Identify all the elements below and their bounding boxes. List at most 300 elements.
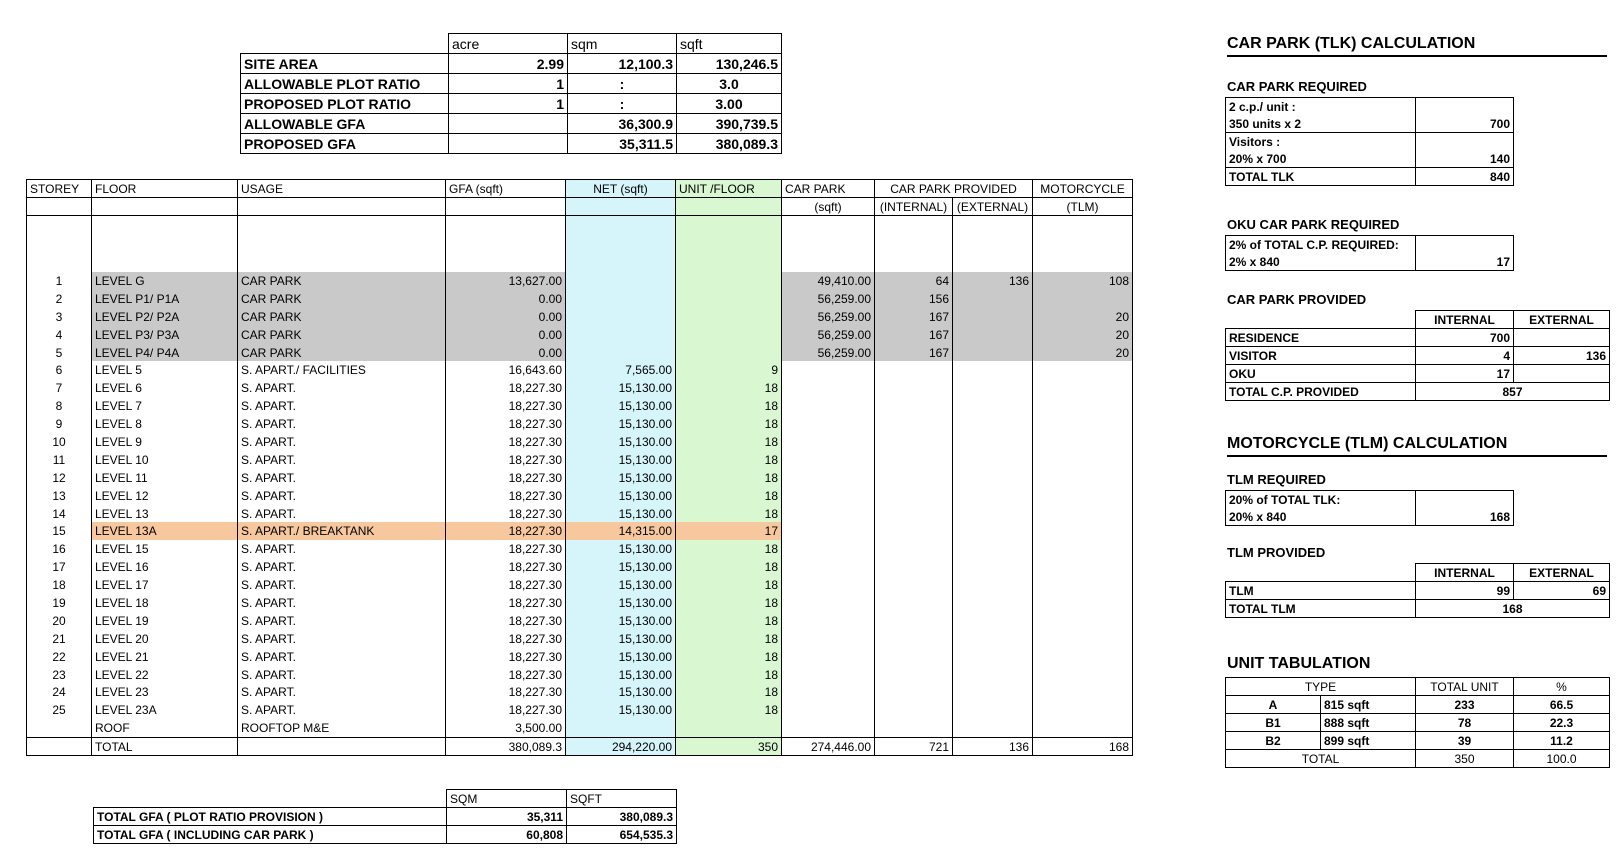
floor-cell: LEVEL 5 [92, 361, 238, 379]
unit-cell: 18 [676, 397, 782, 415]
schedule-row [27, 505, 1133, 523]
carpark-cell [782, 451, 875, 469]
usage-cell: CAR PARK [238, 344, 446, 362]
internal-cell [875, 612, 953, 630]
tlm-cell [1033, 451, 1133, 469]
internal-cell: 167 [875, 344, 953, 362]
floor-schedule-table [26, 179, 1133, 756]
schedule-row [27, 290, 1133, 308]
site-row-sqm: : [568, 74, 677, 94]
unit-cell: 18 [676, 487, 782, 505]
total-net: 294,220.00 [566, 738, 676, 756]
unit-size: 815 sqft [1321, 696, 1416, 714]
net-cell: 15,130.00 [566, 701, 676, 719]
oku-required-value [1416, 236, 1514, 254]
storey-cell: 24 [27, 683, 92, 701]
site-row-sqm: 12,100.3 [568, 54, 677, 74]
tlm-cell [1033, 361, 1133, 379]
tlm-provided-header [1226, 564, 1610, 582]
tlm-total-label: TOTAL TLM [1226, 600, 1416, 618]
unit-percent: 66.5 [1514, 696, 1610, 714]
cp-required-label: Visitors : [1226, 133, 1416, 151]
net-cell [566, 272, 676, 290]
storey-cell: 23 [27, 666, 92, 684]
gfa-total-sqm: 35,311 [447, 808, 567, 826]
internal-cell [875, 666, 953, 684]
carpark-cell [782, 540, 875, 558]
internal-cell [875, 505, 953, 523]
floor-cell: LEVEL 12 [92, 487, 238, 505]
carpark-cell: 56,259.00 [782, 308, 875, 326]
unit-tab-row [1226, 696, 1610, 714]
gfa-total-sqm: 60,808 [447, 826, 567, 844]
header-sqft: sqft [677, 34, 782, 54]
unit-cell [676, 344, 782, 362]
external-cell [953, 648, 1033, 666]
gfa-total-row [94, 808, 677, 826]
cp-required-row [1226, 150, 1514, 168]
storey-cell: 18 [27, 576, 92, 594]
net-cell: 15,130.00 [566, 630, 676, 648]
header-usage: USAGE [238, 180, 446, 198]
header-external: (EXTERNAL) [953, 198, 1033, 216]
internal-cell [875, 558, 953, 576]
gfa-cell: 18,227.30 [446, 594, 566, 612]
site-row [241, 114, 782, 134]
cp-required-value [1416, 98, 1514, 116]
schedule-row [27, 326, 1133, 344]
carpark-provided-header [1226, 311, 1610, 329]
internal-cell [875, 415, 953, 433]
usage-cell: S. APART. [238, 701, 446, 719]
gfa-cell: 18,227.30 [446, 505, 566, 523]
floor-cell: LEVEL G [92, 272, 238, 290]
header-total-unit: TOTAL UNIT [1416, 678, 1514, 696]
tlm-provided-table [1225, 563, 1610, 618]
schedule-row [27, 594, 1133, 612]
gfa-cell: 18,227.30 [446, 451, 566, 469]
tlm-provided-title: TLM PROVIDED [1227, 545, 1326, 560]
storey-cell: 7 [27, 379, 92, 397]
site-row-sqft: 390,739.5 [677, 114, 782, 134]
header-unit: UNIT /FLOOR [676, 180, 782, 198]
oku-required-row [1226, 236, 1514, 254]
header-sqm: sqm [568, 34, 677, 54]
external-cell [953, 558, 1033, 576]
gfa-total-label: TOTAL GFA ( INCLUDING CAR PARK ) [94, 826, 447, 844]
cp-provided-external [1514, 329, 1610, 347]
tlm-cell [1033, 701, 1133, 719]
header-percent: % [1514, 678, 1610, 696]
floor-cell: LEVEL P2/ P2A [92, 308, 238, 326]
cp-required-value: 140 [1416, 150, 1514, 168]
cp-provided-row [1226, 347, 1610, 365]
gfa-cell: 0.00 [446, 290, 566, 308]
tlm-cell: 20 [1033, 308, 1133, 326]
floor-cell: LEVEL 7 [92, 397, 238, 415]
tlm-required-table [1225, 490, 1514, 526]
external-cell [953, 540, 1033, 558]
usage-cell: S. APART. [238, 648, 446, 666]
storey-cell: 17 [27, 558, 92, 576]
cp-provided-internal: 700 [1416, 329, 1514, 347]
tlm-cell [1033, 594, 1133, 612]
gfa-cell: 18,227.30 [446, 487, 566, 505]
storey-cell: 3 [27, 308, 92, 326]
carpark-cell [782, 558, 875, 576]
oku-required-value: 17 [1416, 253, 1514, 271]
schedule-row [27, 415, 1133, 433]
external-cell [953, 308, 1033, 326]
cp-provided-row [1226, 365, 1610, 383]
schedule-subheader-row [27, 198, 1133, 216]
external-cell [953, 379, 1033, 397]
tlm-cell [1033, 719, 1133, 737]
site-row-sqm: 35,311.5 [568, 134, 677, 154]
tlm-cell [1033, 612, 1133, 630]
tlm-cell [1033, 487, 1133, 505]
usage-cell: S. APART. [238, 433, 446, 451]
unit-tab-row [1226, 714, 1610, 732]
cp-required-value: 840 [1416, 168, 1514, 186]
schedule-row [27, 666, 1133, 684]
tlm-provided-row [1226, 582, 1610, 600]
header-gfa-sqft: SQFT [567, 790, 677, 808]
external-cell [953, 701, 1033, 719]
gfa-totals-table [93, 789, 677, 844]
gfa-cell: 18,227.30 [446, 648, 566, 666]
cp-required-label: 20% x 700 [1226, 150, 1416, 168]
carpark-cell [782, 576, 875, 594]
header-gfa: GFA (sqft) [446, 180, 566, 198]
schedule-row [27, 719, 1133, 737]
gfa-cell: 18,227.30 [446, 558, 566, 576]
net-cell: 15,130.00 [566, 540, 676, 558]
internal-cell [875, 648, 953, 666]
site-row-label: SITE AREA [241, 54, 449, 74]
external-cell [953, 433, 1033, 451]
gfa-cell: 0.00 [446, 326, 566, 344]
total-label: TOTAL [92, 738, 238, 756]
external-cell [953, 451, 1033, 469]
storey-cell: 12 [27, 469, 92, 487]
carpark-cell [782, 361, 875, 379]
gfa-cell: 18,227.30 [446, 415, 566, 433]
usage-cell: S. APART. [238, 451, 446, 469]
site-row-sqft: 130,246.5 [677, 54, 782, 74]
total-unit: 350 [676, 738, 782, 756]
net-cell [566, 719, 676, 737]
unit-tabulation-table [1225, 677, 1610, 768]
carpark-cell: 56,259.00 [782, 344, 875, 362]
storey-cell: 21 [27, 630, 92, 648]
oku-required-label: 2% x 840 [1226, 253, 1416, 271]
storey-cell: 10 [27, 433, 92, 451]
usage-cell: S. APART. [238, 576, 446, 594]
cp-required-value: 700 [1416, 115, 1514, 133]
tlm-cell [1033, 433, 1133, 451]
net-cell: 14,315.00 [566, 522, 676, 540]
tlm-cell [1033, 683, 1133, 701]
unit-cell [676, 308, 782, 326]
tlm-required-title: TLM REQUIRED [1227, 472, 1326, 487]
usage-cell: S. APART. [238, 415, 446, 433]
schedule-row [27, 361, 1133, 379]
cp-total-label: TOTAL C.P. PROVIDED [1226, 383, 1416, 401]
storey-cell: 8 [27, 397, 92, 415]
schedule-row [27, 487, 1133, 505]
gfa-cell: 18,227.30 [446, 540, 566, 558]
floor-cell: LEVEL 20 [92, 630, 238, 648]
external-cell [953, 612, 1033, 630]
schedule-header-row [27, 180, 1133, 198]
internal-cell [875, 469, 953, 487]
header-cp-external: EXTERNAL [1514, 311, 1610, 329]
schedule-total-row [27, 738, 1133, 756]
net-cell [566, 344, 676, 362]
cp-provided-internal: 17 [1416, 365, 1514, 383]
unit-total-count: 350 [1416, 750, 1514, 768]
schedule-row [27, 612, 1133, 630]
floor-cell: LEVEL P4/ P4A [92, 344, 238, 362]
unit-tab-total [1226, 750, 1610, 768]
tlm-required-label: 20% of TOTAL TLK: [1226, 491, 1416, 509]
cp-required-value [1416, 133, 1514, 151]
gfa-cell: 18,227.30 [446, 397, 566, 415]
gfa-total-sqft: 654,535.3 [567, 826, 677, 844]
unit-cell: 18 [676, 469, 782, 487]
tlm-cell [1033, 290, 1133, 308]
usage-cell: CAR PARK [238, 308, 446, 326]
unit-cell [676, 719, 782, 737]
tlm-cell [1033, 469, 1133, 487]
unit-count: 233 [1416, 696, 1514, 714]
schedule-row [27, 648, 1133, 666]
gfa-cell: 18,227.30 [446, 379, 566, 397]
oku-required-label: 2% of TOTAL C.P. REQUIRED: [1226, 236, 1416, 254]
tlm-cell: 20 [1033, 326, 1133, 344]
header-motorcycle: MOTORCYCLE [1033, 180, 1133, 198]
net-cell: 15,130.00 [566, 469, 676, 487]
tlm-total-value: 168 [1416, 600, 1610, 618]
gfa-cell: 18,227.30 [446, 522, 566, 540]
storey-cell: 15 [27, 522, 92, 540]
gfa-cell: 18,227.30 [446, 576, 566, 594]
external-cell [953, 397, 1033, 415]
external-cell [953, 505, 1033, 523]
tlm-required-value: 168 [1416, 508, 1514, 526]
unit-cell: 18 [676, 612, 782, 630]
unit-cell: 18 [676, 648, 782, 666]
tlm-required-value [1416, 491, 1514, 509]
unit-cell: 18 [676, 576, 782, 594]
cp-required-label: TOTAL TLK [1226, 168, 1416, 186]
header-gfa-sqm: SQM [447, 790, 567, 808]
tlm-cell [1033, 540, 1133, 558]
header-floor: FLOOR [92, 180, 238, 198]
site-row-acre: 2.99 [449, 54, 568, 74]
carpark-cell: 49,410.00 [782, 272, 875, 290]
usage-cell: S. APART. [238, 666, 446, 684]
tlm-provided-total [1226, 600, 1610, 618]
internal-cell [875, 397, 953, 415]
schedule-row [27, 522, 1133, 540]
external-cell [953, 469, 1033, 487]
tlm-cell: 20 [1033, 344, 1133, 362]
net-cell: 15,130.00 [566, 612, 676, 630]
schedule-row [27, 558, 1133, 576]
schedule-row [27, 397, 1133, 415]
floor-cell: LEVEL 8 [92, 415, 238, 433]
site-row [241, 134, 782, 154]
site-row-sqm: 36,300.9 [568, 114, 677, 134]
tlm-cell [1033, 379, 1133, 397]
usage-cell: S. APART. [238, 630, 446, 648]
site-summary-table [240, 33, 782, 154]
storey-cell: 11 [27, 451, 92, 469]
internal-cell [875, 451, 953, 469]
unit-tab-row [1226, 732, 1610, 750]
header-tlm-internal: INTERNAL [1416, 564, 1514, 582]
net-cell: 15,130.00 [566, 397, 676, 415]
unit-count: 39 [1416, 732, 1514, 750]
floor-cell: LEVEL P1/ P1A [92, 290, 238, 308]
internal-cell [875, 487, 953, 505]
site-row-acre [449, 134, 568, 154]
total-tlm: 168 [1033, 738, 1133, 756]
net-cell: 15,130.00 [566, 594, 676, 612]
net-cell [566, 308, 676, 326]
storey-cell: 6 [27, 361, 92, 379]
usage-cell: S. APART. [238, 505, 446, 523]
net-cell: 15,130.00 [566, 683, 676, 701]
carpark-cell [782, 612, 875, 630]
gfa-cell: 16,643.60 [446, 361, 566, 379]
floor-cell: LEVEL 21 [92, 648, 238, 666]
unit-tab-header [1226, 678, 1610, 696]
cp-required-label: 2 c.p./ unit : [1226, 98, 1416, 116]
carpark-provided-table [1225, 310, 1610, 401]
carpark-cell [782, 701, 875, 719]
schedule-row [27, 683, 1133, 701]
net-cell: 15,130.00 [566, 415, 676, 433]
gfa-cell: 18,227.30 [446, 630, 566, 648]
floor-cell: LEVEL 22 [92, 666, 238, 684]
tlm-cell [1033, 648, 1133, 666]
gfa-cell: 13,627.00 [446, 272, 566, 290]
floor-cell: LEVEL 16 [92, 558, 238, 576]
usage-cell: S. APART. [238, 487, 446, 505]
unit-cell [676, 272, 782, 290]
unit-cell: 18 [676, 379, 782, 397]
external-cell: 136 [953, 272, 1033, 290]
header-type: TYPE [1226, 678, 1416, 696]
unit-percent: 11.2 [1514, 732, 1610, 750]
carpark-cell: 56,259.00 [782, 326, 875, 344]
net-cell: 15,130.00 [566, 487, 676, 505]
unit-cell: 18 [676, 683, 782, 701]
gfa-cell: 3,500.00 [446, 719, 566, 737]
unit-cell [676, 326, 782, 344]
unit-size: 899 sqft [1321, 732, 1416, 750]
carpark-required-table [1225, 97, 1514, 186]
gfa-cell: 18,227.30 [446, 612, 566, 630]
internal-cell [875, 379, 953, 397]
storey-cell: 4 [27, 326, 92, 344]
external-cell [953, 666, 1033, 684]
cp-provided-label: OKU [1226, 365, 1416, 383]
carpark-cell: 56,259.00 [782, 290, 875, 308]
storey-cell: 14 [27, 505, 92, 523]
site-row-sqft: 3.0 [677, 74, 782, 94]
usage-cell: S. APART. [238, 683, 446, 701]
carpark-cell [782, 487, 875, 505]
cp-required-row [1226, 98, 1514, 116]
unit-cell: 18 [676, 433, 782, 451]
usage-cell: S. APART. [238, 469, 446, 487]
floor-cell: LEVEL 18 [92, 594, 238, 612]
schedule-row [27, 469, 1133, 487]
oku-required-table [1225, 235, 1514, 271]
tlm-cell: 108 [1033, 272, 1133, 290]
net-cell: 15,130.00 [566, 576, 676, 594]
storey-cell: 9 [27, 415, 92, 433]
header-tlm: (TLM) [1033, 198, 1133, 216]
carpark-cell [782, 415, 875, 433]
header-carpark: CAR PARK [782, 180, 875, 198]
cp-required-label: 350 units x 2 [1226, 115, 1416, 133]
usage-cell: S. APART. [238, 594, 446, 612]
internal-cell [875, 576, 953, 594]
unit-total-percent: 100.0 [1514, 750, 1610, 768]
net-cell: 7,565.00 [566, 361, 676, 379]
carpark-cell [782, 666, 875, 684]
schedule-row [27, 451, 1133, 469]
internal-cell [875, 594, 953, 612]
site-row-sqm: : [568, 94, 677, 114]
usage-cell: S. APART. [238, 558, 446, 576]
moto-calc-title: MOTORCYCLE (TLM) CALCULATION [1227, 435, 1607, 457]
unit-cell [676, 290, 782, 308]
usage-cell: CAR PARK [238, 326, 446, 344]
internal-cell: 167 [875, 308, 953, 326]
schedule-row [27, 433, 1133, 451]
gfa-total-sqft: 380,089.3 [567, 808, 677, 826]
gfa-cell: 18,227.30 [446, 469, 566, 487]
net-cell: 15,130.00 [566, 433, 676, 451]
usage-cell: S. APART. [238, 612, 446, 630]
unit-cell: 18 [676, 558, 782, 576]
floor-cell: ROOF [92, 719, 238, 737]
storey-cell: 2 [27, 290, 92, 308]
tlm-cell [1033, 666, 1133, 684]
internal-cell [875, 361, 953, 379]
carpark-provided-title: CAR PARK PROVIDED [1227, 292, 1367, 307]
carpark-cell [782, 630, 875, 648]
site-row [241, 94, 782, 114]
carpark-cell [782, 379, 875, 397]
carpark-cell [782, 522, 875, 540]
carpark-required-title: CAR PARK REQUIRED [1227, 79, 1367, 94]
tlm-cell [1033, 558, 1133, 576]
net-cell [566, 290, 676, 308]
site-summary-header [241, 34, 782, 54]
internal-cell: 167 [875, 326, 953, 344]
header-carpark-sqft: (sqft) [782, 198, 875, 216]
header-acre: acre [449, 34, 568, 54]
storey-cell: 16 [27, 540, 92, 558]
usage-cell: S. APART. [238, 540, 446, 558]
